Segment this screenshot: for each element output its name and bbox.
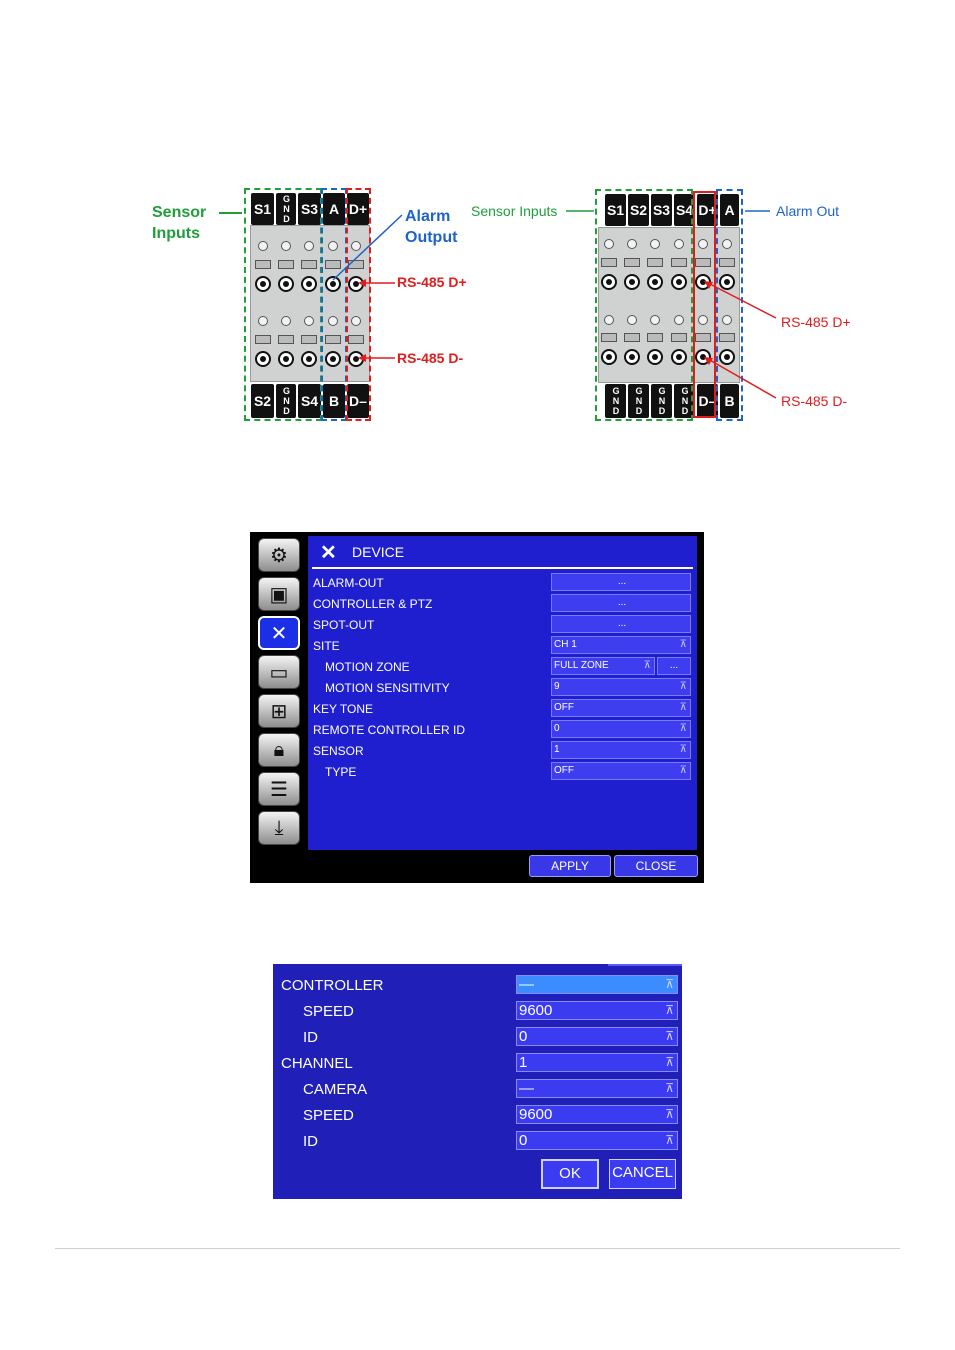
apply-button[interactable]: APPLY (529, 855, 611, 877)
left-bottom-terminal-s4: S4 (298, 384, 321, 418)
cancel-button[interactable]: CANCEL (609, 1159, 676, 1189)
motion-zone-select[interactable]: FULL ZONE ⊼ (551, 657, 655, 675)
ok-button[interactable]: OK (541, 1159, 599, 1189)
row-controller-ptz-label: CONTROLLER & PTZ (313, 597, 433, 611)
right-rs485-plus-leader (708, 283, 776, 318)
ptz-camera-id-select[interactable]: 0 ⊼ (516, 1131, 678, 1150)
right-leader-lines (0, 0, 955, 440)
lock-icon[interactable]: 🔒︎ (258, 733, 300, 767)
title-divider (312, 567, 693, 569)
right-bottom-terminal-gnd-2: GND (628, 384, 649, 418)
alarm-out-button[interactable]: ... (551, 573, 691, 591)
monitor-icon[interactable]: ▭ (258, 655, 300, 689)
controller-ptz-dialog (273, 964, 682, 1199)
left-rs485-plus-label: RS-485 D+ (397, 274, 467, 290)
right-rs485-minus-label: RS-485 D- (781, 393, 848, 409)
dropdown-arrow-icon: ⊼ (665, 977, 674, 991)
right-bottom-terminal-gnd-4: GND (674, 384, 695, 418)
close-button[interactable]: CLOSE (614, 855, 698, 877)
device-menu-title: DEVICE (352, 544, 405, 560)
right-bottom-terminal-gnd-3: GND (651, 384, 672, 418)
row-key-tone-label: KEY TONE (313, 702, 374, 716)
site-select[interactable]: CH 1 ⊼ (551, 636, 691, 654)
right-alarm-out-label: Alarm Out (776, 203, 840, 219)
left-sensor-inputs-label: Sensor Inputs (152, 204, 207, 242)
download-icon[interactable]: ⤓ (258, 811, 300, 845)
row-sensor-label: SENSOR (313, 744, 364, 758)
spot-out-button[interactable]: ... (551, 615, 691, 633)
right-bottom-terminal-b: B (720, 384, 739, 418)
left-bottom-terminal-dminus: D– (347, 384, 369, 418)
device-title-tools-icon: ✕ (320, 542, 337, 564)
dropdown-arrow-icon: ⊼ (679, 639, 687, 650)
dropdown-arrow-icon: ⊼ (665, 1029, 674, 1043)
storage-icon[interactable]: ☰ (258, 772, 300, 806)
dropdown-arrow-icon: ⊼ (679, 744, 687, 755)
remote-controller-id-select[interactable]: 0 ⊼ (551, 720, 691, 738)
right-top-terminal-a: A (720, 194, 739, 226)
footer-divider (55, 1248, 900, 1249)
save-icon[interactable]: ▣ (258, 577, 300, 611)
dropdown-arrow-icon: ⊼ (679, 702, 687, 713)
ptz-camera-select[interactable]: — ⊼ (516, 1079, 678, 1098)
right-top-terminal-s3: S3 (651, 194, 672, 226)
dropdown-arrow-icon: ⊼ (643, 660, 651, 671)
left-top-terminal-s3: S3 (298, 193, 321, 225)
key-tone-select[interactable]: OFF ⊼ (551, 699, 691, 717)
dropdown-arrow-icon: ⊼ (665, 1003, 674, 1017)
device-menu-window (250, 532, 704, 883)
controller-ptz-button[interactable]: ... (551, 594, 691, 612)
ptz-speed-label: SPEED (303, 1003, 354, 1020)
right-top-terminal-s2: S2 (628, 194, 649, 226)
left-bottom-terminal-gnd: GND (276, 384, 296, 418)
row-alarm-out-label: ALARM-OUT (313, 576, 384, 590)
left-rs485-minus-label: RS-485 D- (397, 350, 464, 366)
right-sensor-inputs-label: Sensor Inputs (471, 203, 558, 219)
ptz-camera-speed-select[interactable]: 9600 ⊼ (516, 1105, 678, 1124)
dropdown-arrow-icon: ⊼ (665, 1107, 674, 1121)
right-top-terminal-dplus: D+ (697, 194, 718, 226)
network-icon[interactable]: ⊞ (258, 694, 300, 728)
right-bottom-terminal-gnd-1: GND (605, 384, 626, 418)
ptz-camera-speed-label: SPEED (303, 1107, 354, 1124)
ptz-controller-select[interactable]: — ⊼ (516, 975, 678, 994)
ptz-camera-label: CAMERA (303, 1081, 368, 1098)
dropdown-arrow-icon: ⊼ (679, 765, 687, 776)
ptz-id-label: ID (303, 1029, 318, 1046)
row-type-label: TYPE (325, 765, 357, 779)
type-select[interactable]: OFF ⊼ (551, 762, 691, 780)
ptz-speed-select[interactable]: 9600 ⊼ (516, 1001, 678, 1020)
motion-zone-edit-button[interactable]: ... (657, 657, 691, 675)
dropdown-arrow-icon: ⊼ (679, 723, 687, 734)
dropdown-arrow-icon: ⊼ (679, 681, 687, 692)
left-top-terminal-s1: S1 (251, 193, 274, 225)
dropdown-arrow-icon: ⊼ (665, 1055, 674, 1069)
left-top-terminal-dplus: D+ (347, 193, 369, 225)
dropdown-arrow-icon: ⊼ (665, 1133, 674, 1147)
ptz-id-select[interactable]: 0 ⊼ (516, 1027, 678, 1046)
right-rs485-minus-leader (708, 359, 776, 398)
dialog-top-edge (608, 964, 682, 966)
left-bottom-terminal-b: B (323, 384, 345, 418)
ptz-channel-select[interactable]: 1 ⊼ (516, 1053, 678, 1072)
right-bottom-terminal-dminus: D– (697, 384, 718, 418)
dropdown-arrow-icon: ⊼ (665, 1081, 674, 1095)
left-bottom-terminal-s2: S2 (251, 384, 274, 418)
left-top-terminal-a: A (323, 193, 345, 225)
row-remote-controller-id-label: REMOTE CONTROLLER ID (313, 723, 466, 737)
ptz-controller-label: CONTROLLER (281, 977, 384, 994)
device-menu-panel (308, 536, 697, 850)
motion-sensitivity-select[interactable]: 9 ⊼ (551, 678, 691, 696)
row-site-label: SITE (313, 639, 340, 653)
row-spot-out-label: SPOT-OUT (313, 618, 375, 632)
right-top-terminal-s1: S1 (605, 194, 626, 226)
row-motion-sensitivity-label: MOTION SENSITIVITY (325, 681, 450, 695)
right-top-terminal-s4: S4 (674, 194, 695, 226)
sensor-select[interactable]: 1 ⊼ (551, 741, 691, 759)
left-alarm-output-label: Alarm Output (405, 208, 458, 246)
row-motion-zone-label: MOTION ZONE (325, 660, 410, 674)
ptz-camera-id-label: ID (303, 1133, 318, 1150)
gear-icon[interactable]: ⚙ (258, 538, 300, 572)
left-top-terminal-gnd: GND (276, 193, 296, 225)
right-rs485-plus-label: RS-485 D+ (781, 314, 851, 330)
tools-icon[interactable]: ✕ (258, 616, 300, 650)
ptz-channel-label: CHANNEL (281, 1055, 353, 1072)
